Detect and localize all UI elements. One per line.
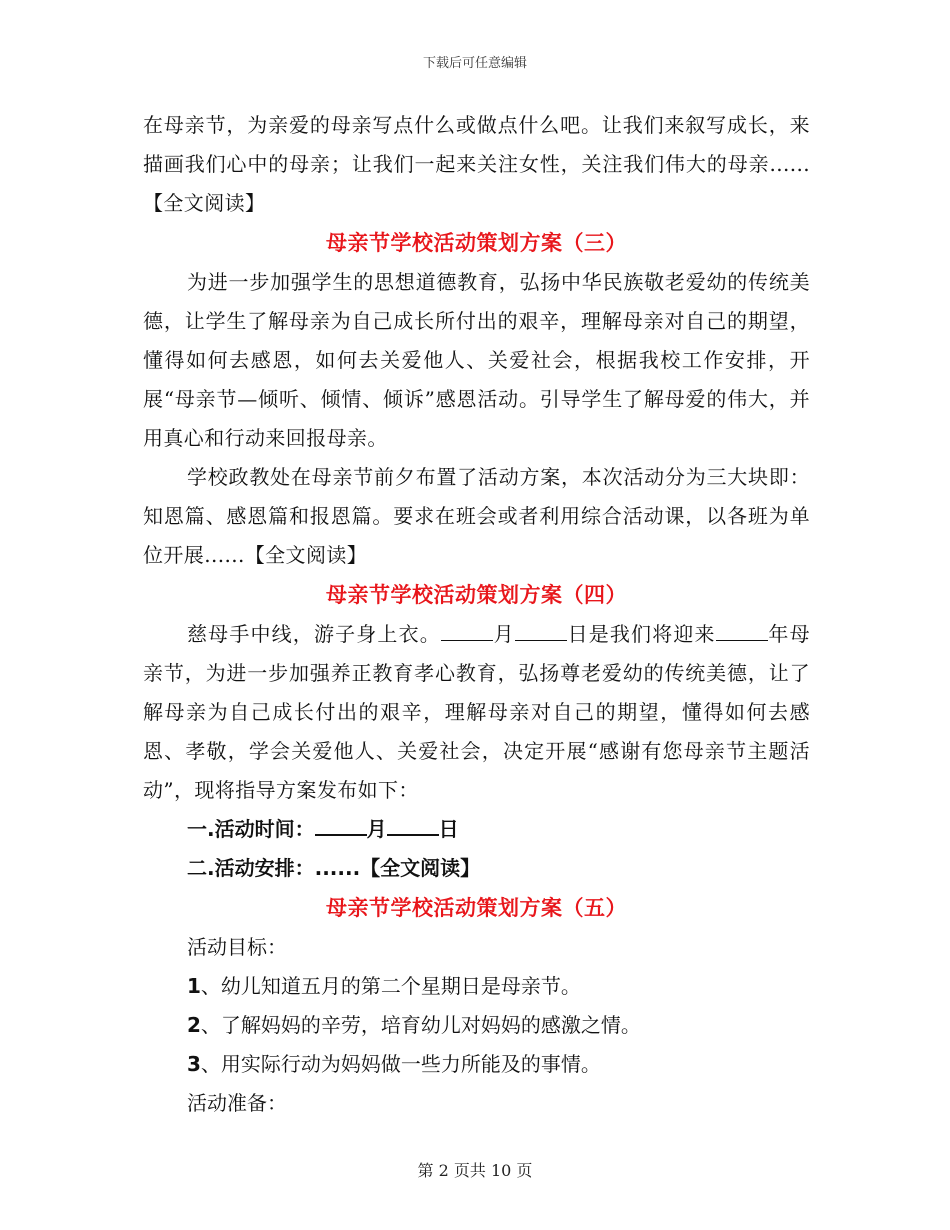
blank-line xyxy=(515,618,567,641)
blank-line xyxy=(387,812,439,836)
goal-item-number: 1 xyxy=(187,974,201,998)
blank-line xyxy=(441,618,493,641)
goal-item xyxy=(143,1045,810,1084)
document-body xyxy=(143,106,810,1123)
goal-item-text: 、用实际行动为妈妈做一些力所能及的事情。 xyxy=(200,1052,601,1076)
section-3-paragraph-1: 为进一步加强学生的思想道德教育，弘扬中华民族敬老爱幼的传统美德，让学生了解母亲为自己成长所付出的艰辛，理解母亲对自己的期望，懂得如何去感恩，如何去关爱他人、关爱社会，根据我校工作安排，开展“母亲节—倾听、倾情、倾诉”感恩活动。引导学生了解母爱的伟大，并用真心和行动来回报母亲。 xyxy=(143,270,810,450)
section-4-text-b: 年母亲节，为进一步加强养正教育孝心教育，弘扬尊老爱幼的传统美德，让了解母亲为自己成长付出的艰辛，理解母亲对自己的期望，懂得如何去感恩、孝敬，学会关爱他人、关爱社会，决定开展“感谢有您母亲节主题活动”，现将指导方案发布如下： xyxy=(143,622,810,802)
goal-item-text: 、幼儿知道五月的第二个星期日是母亲节。 xyxy=(200,974,581,998)
section-4-paragraph-1 xyxy=(143,615,810,810)
goal-item-number: 3 xyxy=(187,1052,201,1076)
page-header: 下载后可任意编辑 xyxy=(422,56,527,71)
section-4-month: 月 xyxy=(492,622,515,646)
section-3-paragraph-2: 学校政教处在母亲节前夕布置了活动方案，本次活动分为三大块即：知恩篇、感恩篇和报恩篇。要求在班会或者利用综合活动课，以各班为单位开展......【全文阅读】 xyxy=(143,465,810,567)
goal-label: 活动目标： xyxy=(187,935,287,959)
goal-item-text: 、了解妈妈的辛劳，培育幼儿对妈妈的感激之情。 xyxy=(200,1013,641,1037)
activity-time-label: 一.活动时间： xyxy=(187,817,315,841)
page-footer: 第 2 页共 10 页 xyxy=(417,1161,533,1180)
blank-line xyxy=(315,812,367,836)
section-4-title: 母亲节学校活动策划方案（四） xyxy=(326,583,627,607)
goal-item-number: 2 xyxy=(187,1013,201,1037)
blank-line xyxy=(716,618,768,641)
goal-item xyxy=(143,967,810,1006)
prep-label: 活动准备： xyxy=(187,1091,287,1115)
section-4-day: 日是我们将迎来 xyxy=(566,622,716,646)
goal-item xyxy=(143,1006,810,1045)
activity-time-line xyxy=(143,810,810,849)
section-3-title: 母亲节学校活动策划方案（三） xyxy=(326,231,627,255)
activity-time-day: 日 xyxy=(438,817,459,841)
section-5-title: 母亲节学校活动策划方案（五） xyxy=(326,896,627,920)
intro-paragraph: 在母亲节，为亲爱的母亲写点什么或做点什么吧。让我们来叙写成长，来描画我们心中的母亲；让我们一起来关注女性，关注我们伟大的母亲......【全文阅读】 xyxy=(143,113,810,215)
section-4-text-a: 慈母手中线，游子身上衣。 xyxy=(187,622,441,646)
activity-arrange-line: 二.活动安排：......【全文阅读】 xyxy=(187,856,481,880)
activity-time-month: 月 xyxy=(366,817,387,841)
